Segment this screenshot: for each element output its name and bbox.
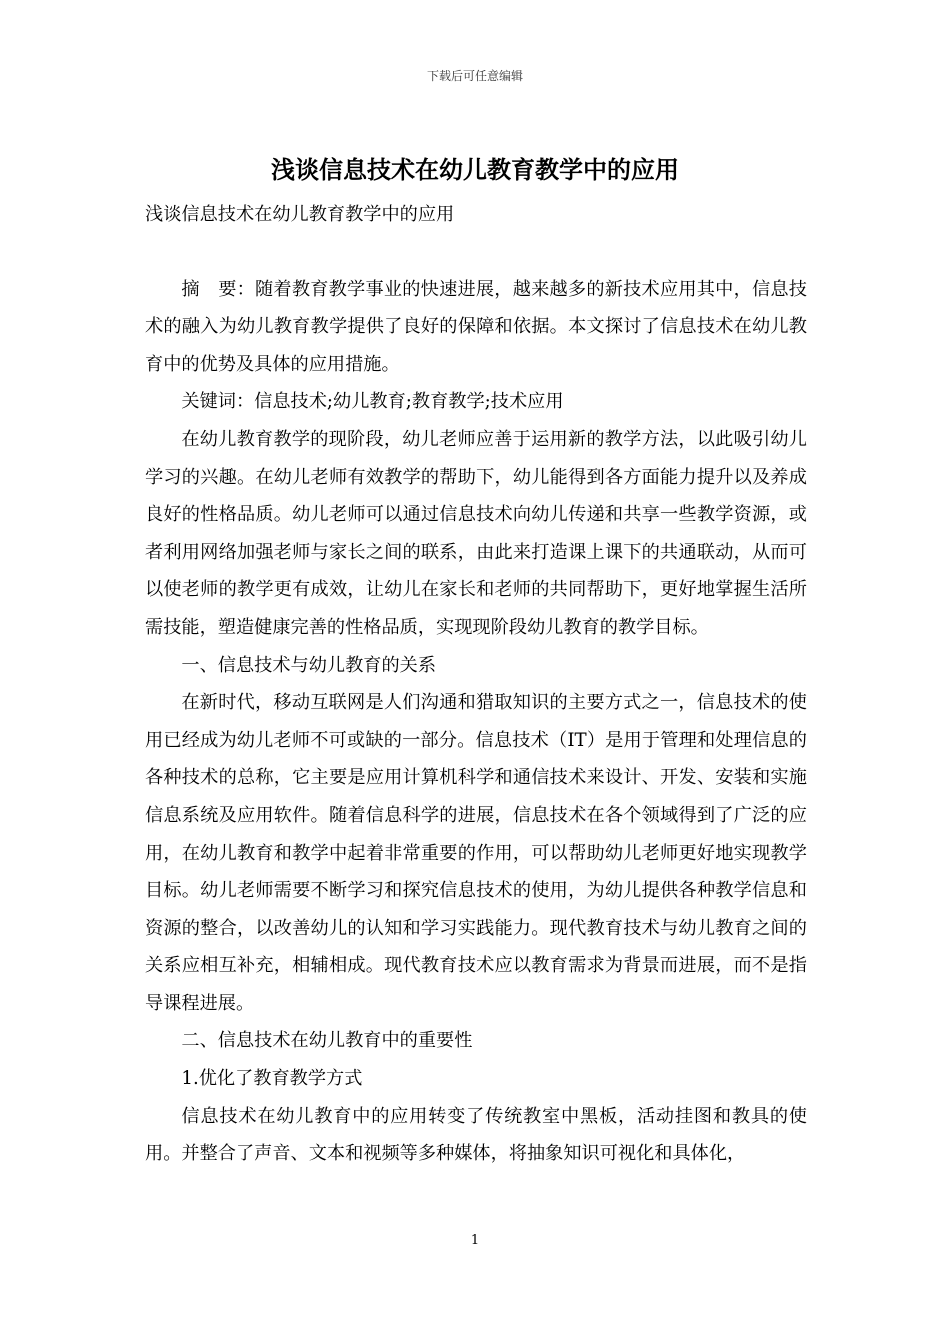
page-number: 1 (470, 1233, 480, 1248)
section1-heading: 一、信息技术与幼儿教育的关系 (181, 654, 437, 676)
document-title: 浅谈信息技术在幼儿教育教学中的应用 (271, 156, 679, 184)
abstract-paragraph: 摘 要：随着教育教学事业的快速进展，越来越多的新技术应用其中，信息技术的融入为幼儿教育教学提供了良好的保障和依据。本文探讨了信息技术在幼儿教育中的优势及具体的应用措施。 (145, 278, 807, 375)
section2-sub1-heading: 1.优化了教育教学方式 (181, 1068, 363, 1090)
section2-heading: 二、信息技术在幼儿教育中的重要性 (181, 1030, 473, 1052)
section1-paragraph: 在新时代，移动互联网是人们沟通和猎取知识的主要方式之一，信息技术的使用已经成为幼儿老师不可或缺的一部分。信息技术（IT）是用于管理和处理信息的各种技术的总称，它主要是应用计算机科学和通信技术来设计、开发、安装和实施信息系统及应用软件。随着信息科学的进展，信息技术在各个领域得到了广泛的应用，在幼儿教育和教学中起着非常重要的作用，可以帮助幼儿老师更好地实现教学目标。幼儿老师需要不断学习和探究信息技术的使用，为幼儿提供各种教学信息和资源的整合，以改善幼儿的认知和学习实践能力。现代教育技术与幼儿教育之间的关系应相互补充，相辅相成。现代教育技术应以教育需求为背景而进展，而不是指导课程进展。 (145, 692, 807, 1014)
page-header: 下载后可任意编辑 (426, 69, 523, 83)
document-subtitle: 浅谈信息技术在幼儿教育教学中的应用 (145, 204, 455, 225)
section2-sub1-paragraph: 信息技术在幼儿教育中的应用转变了传统教室中黑板，活动挂图和教具的使用。并整合了声音、文本和视频等多种媒体，将抽象知识可视化和具体化， (145, 1105, 807, 1165)
keywords-line: 关键词：信息技术;幼儿教育;教育教学;技术应用 (181, 391, 564, 413)
intro-paragraph: 在幼儿教育教学的现阶段，幼儿老师应善于运用新的教学方法，以此吸引幼儿学习的兴趣。在幼儿老师有效教学的帮助下，幼儿能得到各方面能力提升以及养成良好的性格品质。幼儿老师可以通过信息技术向幼儿传递和共享一些教学资源，或者利用网络加强老师与家长之间的联系，由此来打造课上课下的共通联动，从而可以使老师的教学更有成效，让幼儿在家长和老师的共同帮助下，更好地掌握生活所需技能，塑造健康完善的性格品质，实现现阶段幼儿教育的教学目标。 (145, 428, 807, 638)
document-body (145, 196, 807, 1173)
